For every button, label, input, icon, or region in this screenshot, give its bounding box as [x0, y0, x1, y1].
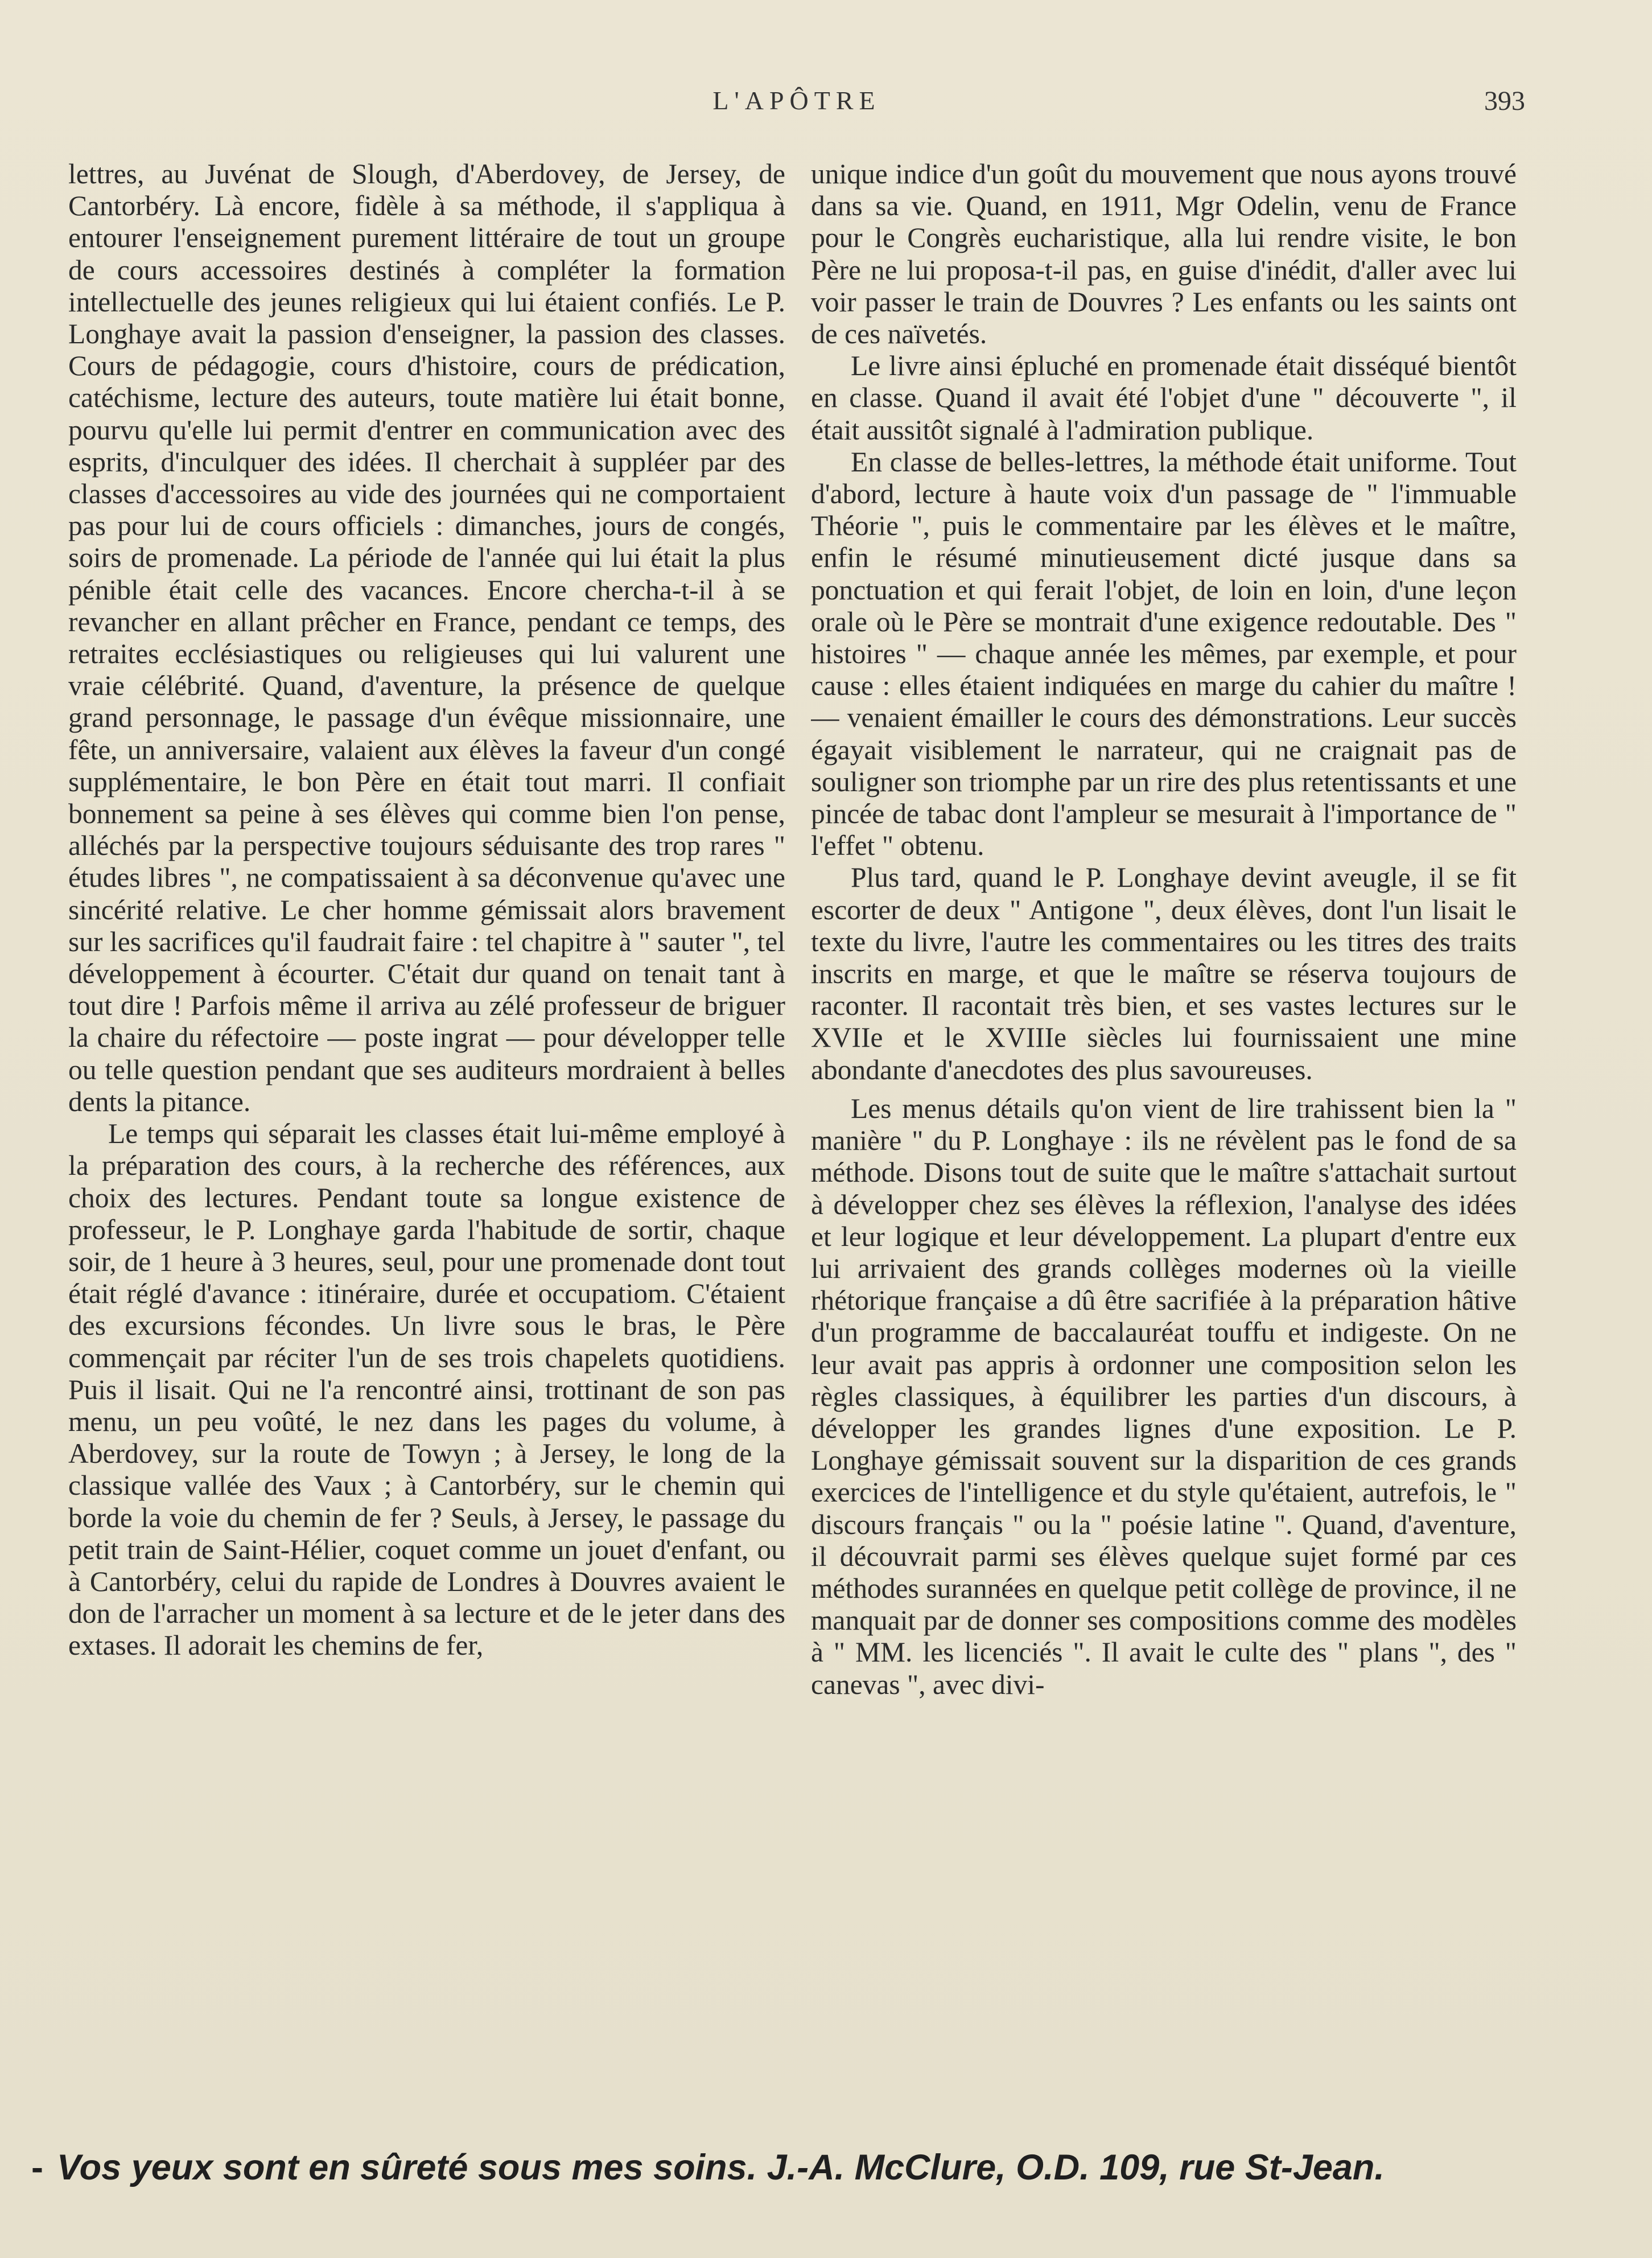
paragraph: lettres, au Juvénat de Slough, d'Aberdovey, de Jersey, de Cantorbéry. Là encore, fidèle à sa méthode, il s'appliqua à entourer l'enseignement purement littéraire de tout un groupe de cours accessoires destinés à compléter la formation intellectuelle des jeunes religieux qui lui étaient confiés. Le P. Longhaye avait la passion d'enseigner, la passion des classes. Cours de pédagogie, cours d'histoire, cours de prédication, catéchisme, lecture des auteurs, toute matière lui était bonne, pourvu qu'elle lui permit d'entrer en communication avec des esprits, d'inculquer des idées. Il cherchait à suppléer par des classes d'accessoires au vide des journées qui ne comportaient pas pour lui de cours officiels : dimanches, jours de congés, soirs de promenade. La période de l'année qui lui était la plus pénible était celle des vacances. Encore chercha-t-il à se revancher en allant prêcher en France, pendant ce temps, des retraites ecclésiastiques ou religieuses qui lui valurent une vraie célébrité. Quand, d'aventure, la présence de quelque grand personnage, le passage d'un évêque missionnaire, une fête, un anniversaire, valaient aux élèves la faveur d'un congé supplémentaire, le bon Père en était tout marri. Il confiait bonnement sa peine à ses élèves qui comme bien l'on pense, alléchés par la perspective toujours séduisante des trop rares " études libres ", ne compatissaient à sa déconvenue qu'avec une sincérité relative. Le cher homme gémissait alors bravement sur les sacrifices qu'il faudrait faire : tel chapitre à " sauter ", tel développement à écourter. C'était dur quand on tenait tant à tout dire ! Parfois même il arriva au zélé professeur de briguer la chaire du réfectoire — poste ingrat — pour développer telle ou telle question pendant que ses auditeurs mordraient à belles dents la pitance. — [68, 158, 785, 1117]
left-column — [68, 158, 785, 2116]
right-column — [811, 158, 1517, 2116]
paragraph: Le temps qui séparait les classes était lui-même employé à la préparation des cours, à la recherche des références, aux choix des lectures. Pendant toute sa longue existence de professeur, le P. Longhaye garda l'habitude de sortir, chaque soir, de 1 heure à 3 heures, seul, pour une promenade dont tout était réglé d'avance : itinéraire, durée et occupatiom. C'étaient des excursions fécondes. Un livre sous le bras, le Père commençait par réciter l'un de ses trois chapelets quotidiens. Puis il lisait. Qui ne l'a rencontré ainsi, trottinant de son pas menu, un peu voûté, le nez dans les pages du volume, à Aberdovey, sur la route de Towyn ; à Jersey, le long de la classique vallée des Vaux ; à Cantorbéry, sur le chemin qui borde la voie du chemin de fer ? Seuls, à Jersey, le passage du petit train de Saint-Hélier, coquet comme un jouet d'enfant, ou à Cantorbéry, celui du rapide de Londres à Douvres avaient le don de l'arracher un moment à sa lecture et de le jeter dans des extases. Il adorait les chemins de fer, — [68, 1118, 785, 1661]
paragraph: En classe de belles-lettres, la méthode était uniforme. Tout d'abord, lecture à haute voix d'un passage de " l'immuable Théorie ", puis le commentaire par les élèves et le maître, enfin le résumé minutieusement dicté jusque dans sa ponctuation et qui ferait l'objet, de loin en loin, d'une leçon orale où le Père se montrait d'une exigence redoutable. Des " histoires " — chaque année les mêmes, par exemple, et pour cause : elles étaient indiquées en marge du cahier du maître ! — venaient émailler le cours des démonstrations. Leur succès égayait visiblement le narrateur, qui ne craignait pas de souligner son triomphe par un rire des plus retentissants et une pincée de tabac dont l'ampleur se mesurait à l'importance de " l'effet " obtenu. — [811, 446, 1517, 862]
paragraph: Les menus détails qu'on vient de lire trahissent bien la " manière " du P. Longhaye : ils ne révèlent pas le fond de sa méthode. Disons tout de suite que le maître s'attachait surtout à développer chez ses élèves la réflexion, l'analyse des idées et leur logique et leur développement. La plupart d'entre eux lui arrivaient des grands collèges modernes où la vieille rhétorique française a dû être sacrifiée à la préparation hâtive d'un programme de baccalauréat touffu et indigeste. On ne leur avait pas appris à ordonner une composition selon les règles classiques, à équilibrer les parties d'un discours, à développer les grandes lignes d'une exposition. Le P. Longhaye gémissait souvent sur la disparition de ces grands exercices de l'intelligence et du style qu'étaient, autrefois, le " discours français " ou la " poésie latine ". Quand, d'aventure, il découvrait parmi ses élèves quelque sujet formé par ces méthodes surannées en quelque petit collège de province, il ne manquait par de donner ses compositions comme des modèles à " MM. les licenciés ". Il avait le culte des " plans ", des " canevas ", avec divi- — [811, 1092, 1517, 1700]
paragraph: Plus tard, quand le P. Longhaye devint aveugle, il se fit escorter de deux " Antigone ", deux élèves, dont l'un lisait le texte du livre, l'autre les commentaires ou les titres des traits inscrits en marge, et que le maître se réserva toujours de raconter. Il racontait très bien, et ses vastes lectures sur le XVIIe et le XVIIIe siècles lui fournissaient une mine abondante d'anecdotes des plus savoureuses. — [811, 862, 1517, 1085]
paragraph: unique indice d'un goût du mouvement que nous ayons trouvé dans sa vie. Quand, en 1911, Mgr Odelin, venu de France pour le Congrès eucharistique, alla lui rendre visite, le bon Père ne lui proposa-t-il pas, en guise d'inédit, d'aller avec lui voir passer le train de Douvres ? Les enfants ou les saints ont de ces naïvetés. — [811, 158, 1517, 350]
running-header — [68, 85, 1525, 125]
footer-advert-text: Vos yeux sont en sûreté sous mes soins. J.-A. McClure, O.D. 109, rue St-Jean. — [56, 2148, 1385, 2187]
paragraph: Le livre ainsi épluché en promenade était disséqué bientôt en classe. Quand il avait été l'objet d'une " découverte ", il était aussitôt signalé à l'admiration publique. — [811, 350, 1517, 446]
journal-title: L'APÔTRE — [712, 86, 881, 115]
page-number: 393 — [1484, 86, 1525, 116]
advertisement-footer — [31, 2147, 1511, 2188]
footer-dash: - — [31, 2148, 43, 2187]
